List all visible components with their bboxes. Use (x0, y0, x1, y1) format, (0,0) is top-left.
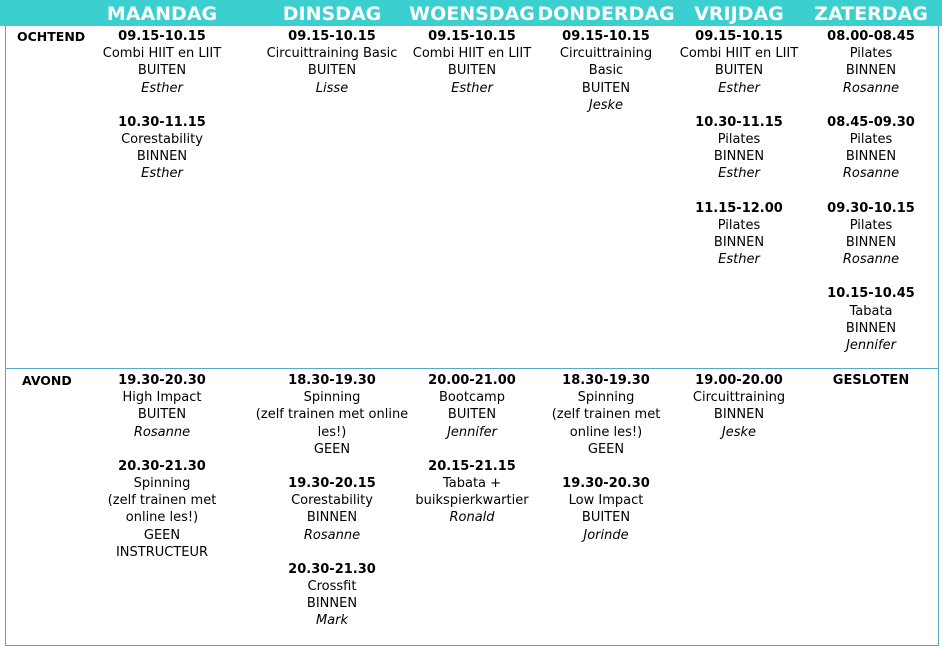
slot-instructor: Lisse (315, 80, 349, 96)
class-slot (811, 28, 931, 97)
slot-time: 20.00-21.00 (428, 373, 516, 388)
class-slot (811, 285, 931, 354)
slot-time: 09.15-10.15 (118, 29, 206, 44)
slot-detail: BINNEN (713, 149, 765, 165)
day-header-donderdag: DONDERDAG (537, 3, 675, 25)
slot-detail: Combi HIIT en LIIT (102, 46, 222, 62)
slot-detail: Low Impact (568, 493, 644, 509)
grid-left-border (5, 26, 6, 646)
slot-detail: Pilates (717, 217, 761, 233)
day-header-woensdag: WOENSDAG (409, 3, 535, 25)
slot-time: 19.00-20.00 (695, 373, 783, 388)
class-slot (246, 28, 418, 97)
slot-detail: Bootcamp (439, 390, 505, 406)
class-slot (541, 28, 671, 114)
slot-detail: BUITEN (581, 510, 631, 526)
morning-cell-maandag (87, 28, 237, 200)
slot-detail: Corestability (121, 132, 203, 148)
slot-instructor: Esther (451, 80, 493, 96)
class-slot (87, 28, 237, 97)
evening-cell-dinsdag (246, 372, 418, 647)
slot-detail: BUITEN (581, 80, 631, 96)
slot-time: 09.30-10.15 (827, 200, 915, 216)
day-header-vrijdag: VRIJDAG (694, 3, 784, 25)
slot-time: 10.30-11.15 (695, 114, 783, 130)
slot-instructor: Esther (141, 80, 183, 96)
slot-detail: BINNEN (136, 149, 188, 165)
slot-time: 09.15-10.15 (695, 29, 783, 44)
slot-time: 20.15-21.15 (428, 458, 516, 474)
slot-detail: (zelf trainen met online (255, 407, 409, 423)
morning-cell-woensdag (402, 28, 542, 114)
slot-detail: Circuittraining (692, 390, 786, 406)
slot-detail: GEEN (313, 441, 351, 457)
slot-detail: Circuittraining Basic (266, 46, 398, 62)
class-slot (669, 200, 809, 269)
slot-detail: BUITEN (137, 63, 187, 79)
slot-detail: Tabata (849, 303, 893, 319)
slot-detail: Pilates (849, 217, 893, 233)
class-slot (402, 28, 542, 97)
slot-instructor: Rosanne (303, 527, 361, 543)
slot-detail: BINNEN (713, 407, 765, 423)
slot-detail: buikspierkwartier (415, 493, 529, 509)
slot-time: 19.30-20.30 (118, 373, 206, 388)
class-slot (87, 458, 237, 561)
slot-detail: High Impact (122, 390, 202, 406)
slot-detail: Spinning (133, 476, 191, 492)
class-slot (541, 475, 671, 544)
slot-time: 18.30-19.30 (562, 373, 650, 388)
slot-detail: BUITEN (447, 63, 497, 79)
slot-detail: Basic (588, 63, 624, 79)
slot-detail: Combi HIIT en LIIT (412, 46, 532, 62)
slot-detail: BUITEN (447, 407, 497, 423)
slot-instructor: Jennifer (846, 338, 896, 354)
slot-detail: Combi HIIT en LIIT (679, 46, 799, 62)
slot-detail: les!) (317, 424, 347, 440)
slot-detail: Corestability (291, 493, 373, 509)
slot-time: 09.15-10.15 (428, 29, 516, 44)
morning-cell-vrijdag (669, 28, 809, 285)
slot-instructor: Esther (718, 252, 760, 268)
slot-detail: Crossfit (307, 579, 357, 595)
slot-instructor: Ronald (449, 510, 495, 526)
day-header-maandag: MAANDAG (106, 3, 218, 25)
morning-cell-dinsdag (246, 28, 418, 114)
slot-detail: GEEN (587, 441, 625, 457)
slot-detail: online les!) (125, 510, 199, 526)
slot-instructor: Rosanne (842, 166, 900, 182)
slot-detail: INSTRUCTEUR (115, 544, 209, 560)
slot-detail: BUITEN (714, 63, 764, 79)
morning-cell-donderdag (541, 28, 671, 131)
slot-detail: Spinning (577, 390, 635, 406)
slot-detail: BUITEN (137, 407, 187, 423)
slot-detail: (zelf trainen met (551, 407, 661, 423)
section-divider (5, 368, 939, 369)
class-slot (87, 372, 237, 441)
day-header-zaterdag: ZATERDAG (814, 3, 928, 25)
slot-time: 10.30-11.15 (118, 114, 206, 130)
slot-time: 20.30-21.30 (288, 561, 376, 577)
slot-time: 11.15-12.00 (695, 200, 783, 216)
slot-detail: Circuittraining (559, 46, 653, 62)
class-slot (669, 28, 809, 97)
slot-time: 09.15-10.15 (288, 29, 376, 44)
slot-detail: BINNEN (845, 235, 897, 251)
slot-time: 09.15-10.15 (562, 29, 650, 44)
slot-instructor: Esther (718, 166, 760, 182)
slot-instructor: Jorinde (583, 527, 629, 543)
class-slot (246, 561, 418, 630)
class-slot (246, 475, 418, 544)
slot-instructor: Jeske (588, 97, 624, 113)
class-slot (402, 458, 542, 527)
slot-detail: BINNEN (306, 596, 358, 612)
slot-instructor: Rosanne (133, 424, 191, 440)
slot-time: 10.15-10.45 (827, 286, 915, 302)
slot-instructor: Mark (315, 613, 349, 629)
class-slot (402, 372, 542, 441)
slot-instructor: Esther (141, 166, 183, 182)
slot-detail: GEEN (143, 527, 181, 543)
class-slot (541, 372, 671, 458)
slot-detail: BINNEN (845, 63, 897, 79)
slot-detail: Spinning (303, 390, 361, 406)
slot-time: 08.00-08.45 (827, 29, 915, 44)
slot-time: 19.30-20.15 (288, 476, 376, 492)
class-slot (811, 114, 931, 183)
slot-detail: Pilates (849, 132, 893, 148)
slot-time: 20.30-21.30 (118, 458, 206, 474)
slot-instructor: Jeske (721, 424, 757, 440)
class-slot (87, 114, 237, 183)
class-slot (669, 372, 809, 441)
slot-time: 08.45-09.30 (827, 114, 915, 130)
slot-instructor: Esther (718, 80, 760, 96)
slot-detail: BUITEN (307, 63, 357, 79)
slot-instructor: Rosanne (842, 252, 900, 268)
section-label-evening: AVOND (22, 373, 72, 388)
slot-time: 18.30-19.30 (288, 373, 376, 388)
slot-detail: (zelf trainen met (107, 493, 217, 509)
section-label-morning: OCHTEND (17, 29, 86, 44)
slot-instructor: Rosanne (842, 80, 900, 96)
class-slot (669, 114, 809, 183)
slot-detail: Tabata + (442, 476, 502, 492)
grid-bottom-border (5, 645, 939, 646)
day-header-dinsdag: DINSDAG (282, 3, 382, 25)
evening-cell-woensdag (402, 372, 542, 544)
closed-label: GESLOTEN (832, 373, 910, 388)
evening-cell-donderdag (541, 372, 671, 561)
slot-detail: BINNEN (845, 149, 897, 165)
grid-right-border (938, 26, 939, 646)
slot-detail: online les!) (569, 424, 643, 440)
class-slot (246, 372, 418, 458)
evening-cell-maandag (87, 372, 237, 578)
class-slot (811, 200, 931, 269)
slot-detail: Pilates (717, 132, 761, 148)
slot-detail: BINNEN (845, 320, 897, 336)
evening-cell-vrijdag (669, 372, 809, 458)
slot-detail: Pilates (849, 46, 893, 62)
slot-detail: BINNEN (713, 235, 765, 251)
slot-instructor: Jennifer (447, 424, 497, 440)
slot-time: 19.30-20.30 (562, 476, 650, 492)
slot-detail: BINNEN (306, 510, 358, 526)
morning-cell-zaterdag (811, 28, 931, 371)
evening-cell-zaterdag (811, 372, 931, 389)
